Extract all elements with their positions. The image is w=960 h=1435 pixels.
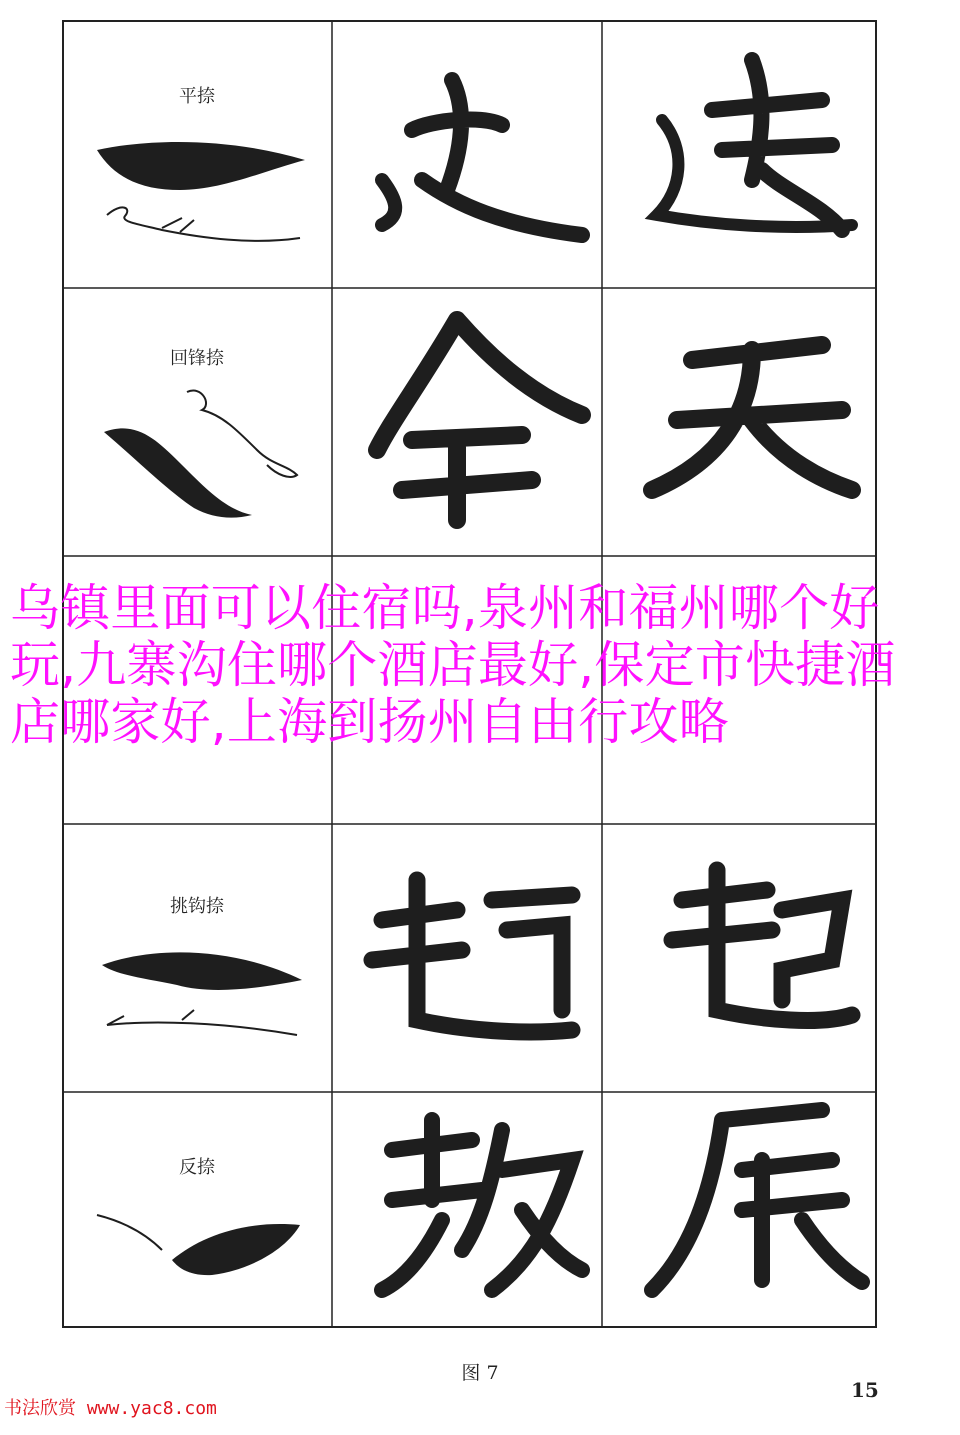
figure-caption: 图 7 [461, 1362, 499, 1384]
stroke-label: 回锋捺 [170, 348, 224, 369]
stroke-label: 反捺 [179, 1157, 215, 1178]
page-number: 15 [851, 1378, 879, 1402]
stroke-label: 平捺 [179, 86, 215, 107]
stroke-sample-flat-na [97, 142, 305, 241]
stroke-label: 挑钩捺 [170, 896, 224, 917]
site-footer-link[interactable]: 书法欣赏 www.yac8.com [4, 1398, 217, 1419]
stroke-sample-reverse-na [97, 1215, 300, 1275]
overlay-title: 乌镇里面可以住宿吗,泉州和福州哪个好玩,九寨沟住哪个酒店最好,保定市快捷酒店哪家好,上海到扬州自由行攻略 [10, 579, 896, 751]
stroke-sample-return-na [104, 391, 297, 518]
stroke-sample-hook-na [102, 952, 302, 1035]
